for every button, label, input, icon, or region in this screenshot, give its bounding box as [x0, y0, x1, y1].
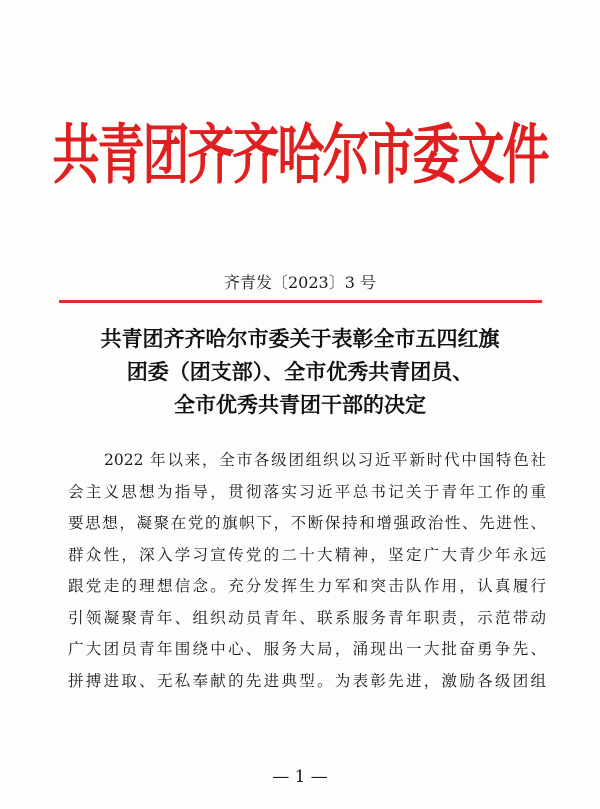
- document-header-title: 共青团齐齐哈尔市委文件: [52, 117, 548, 194]
- body-line: 拼搏进取、无私奉献的先进典型。为表彰先进，激励各级团组: [68, 671, 546, 690]
- red-separator-line: [59, 300, 542, 303]
- body-line: 引领凝聚青年、组织动员青年、联系服务青年职责，示范带动: [68, 608, 546, 627]
- decision-title-line: 共青团齐齐哈尔市委关于表彰全市五四红旗: [100, 326, 500, 351]
- body-line: 要思想，凝聚在党的旗帜下，不断保持和增强政治性、先进性、: [68, 514, 546, 532]
- body-line: 会主义思想为指导，贯彻落实习近平总书记关于青年工作的重: [68, 482, 546, 501]
- body-line: 跟党走的理想信念。充分发挥生力军和突击队作用，认真履行: [68, 577, 546, 595]
- decision-title: [0, 322, 600, 421]
- body-line: 广大团员青年围绕中心、服务大局，涌现出一大批奋勇争先、: [68, 640, 546, 658]
- body-line: 2022 年以来，全市各级团组织以习近平新时代中国特色社: [104, 451, 546, 469]
- document-number: 齐青发〔2023〕3 号: [224, 273, 376, 292]
- page-number: — 1 —: [272, 767, 328, 787]
- body-paragraph: [68, 445, 546, 697]
- body-line: 群众性，深入学习宣传党的二十大精神，坚定广大青少年永远: [68, 545, 546, 564]
- decision-title-line: 全市优秀共青团干部的决定: [174, 392, 426, 417]
- decision-title-line: 团委（团支部）、全市优秀共青团员、: [126, 359, 474, 384]
